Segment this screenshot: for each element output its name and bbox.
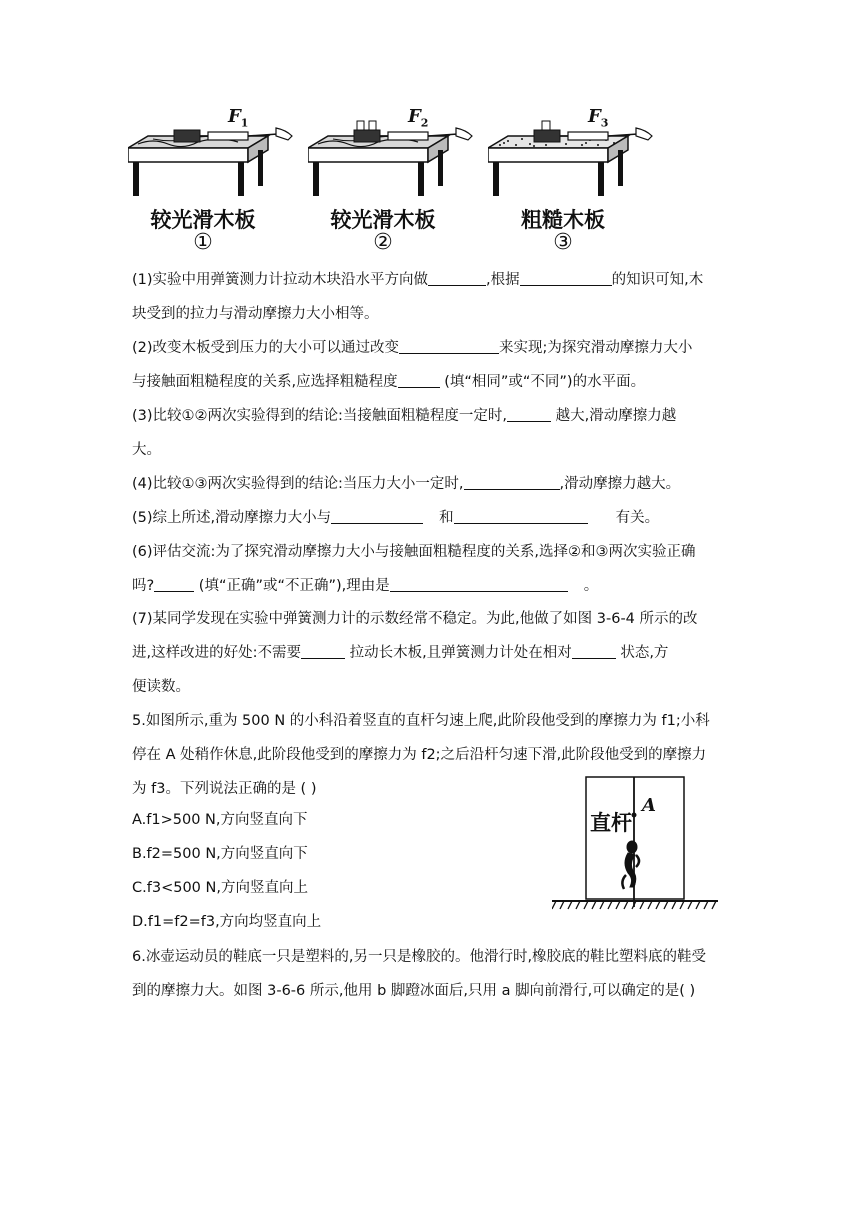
question-6 xyxy=(132,535,732,603)
question-5 xyxy=(132,501,732,535)
question-4 xyxy=(132,467,732,501)
question-4-line-1: (4)比较①③两次实验得到的结论:当压力大小一定时, ,滑动摩擦力越大。 xyxy=(132,467,732,501)
table-rough-board xyxy=(488,108,658,203)
answer-blank[interactable] xyxy=(331,507,423,524)
answer-blank[interactable] xyxy=(399,337,499,354)
question-6-line-1: (6)评估交流:为了探究滑动摩擦力大小与接触面粗糙程度的关系,选择②和③两次实验正确 xyxy=(132,544,696,560)
question-1-line-2: 块受到的拉力与滑动摩擦力大小相等。 xyxy=(132,306,379,322)
force-label-f1: $F_1$ xyxy=(228,106,249,130)
question-7-line-3: 便读数。 xyxy=(132,679,190,695)
question-3-line-1: (3)比较①②两次实验得到的结论:当接触面粗糙程度一定时, 越大,滑动摩擦力越 xyxy=(132,399,732,433)
question-3-line-2: 大。 xyxy=(132,442,161,458)
force-label-f3: $F_3$ xyxy=(588,106,609,130)
answer-blank[interactable] xyxy=(398,371,440,388)
problem-6-line-2: 到的摩擦力大。如图 3-6-6 所示,他用 b 脚蹬冰面后,只用 a 脚向前滑行,可以确定的是( ) xyxy=(132,983,696,999)
option-d[interactable]: D.f1=f2=f3,方向均竖直向上 xyxy=(132,914,322,930)
question-5-line-1: (5)综上所述,滑动摩擦力大小与 和 有关。 xyxy=(132,501,732,535)
option-c[interactable]: C.f3<500 N,方向竖直向上 xyxy=(132,880,308,896)
question-2-line-2: 与接触面粗糙程度的关系,应选择粗糙程度 (填“相同”或“不同”)的水平面。 xyxy=(132,365,732,399)
answer-blank[interactable] xyxy=(428,269,486,286)
question-1 xyxy=(132,263,732,331)
problem-5-line-1: 5.如图所示,重为 500 N 的小科沿着竖直的直杆匀速上爬,此阶段他受到的摩擦力为 f1;小科 xyxy=(132,713,710,729)
question-2 xyxy=(132,331,732,399)
problem-5-line-3: 为 f3。下列说法正确的是 ( ) xyxy=(132,781,317,797)
table-smooth-board-2 xyxy=(308,108,478,203)
answer-blank[interactable] xyxy=(572,642,616,659)
figure-1-number: ① xyxy=(193,230,213,255)
figure-1 xyxy=(128,108,298,258)
answer-blank[interactable] xyxy=(301,642,345,659)
answer-blank[interactable] xyxy=(154,575,194,592)
pole-label: 直杆 xyxy=(590,811,632,835)
question-7-line-2: 进,这样改进的好处:不需要 拉动长木板,且弹簧测力计处在相对 状态,方 xyxy=(132,636,732,670)
point-a-label: A xyxy=(642,795,656,816)
figure-3-caption: 粗糙木板 xyxy=(521,208,605,232)
question-1-line-1: (1)实验中用弹簧测力计拉动木块沿水平方向做 ,根据 的知识可知,木 xyxy=(132,263,732,297)
question-3 xyxy=(132,399,732,467)
experiment-figures xyxy=(128,108,648,258)
option-b[interactable]: B.f2=500 N,方向竖直向下 xyxy=(132,846,308,862)
question-2-line-1: (2)改变木板受到压力的大小可以通过改变 来实现;为探究滑动摩擦力大小 xyxy=(132,331,732,365)
figure-1-caption: 较光滑木板 xyxy=(150,208,256,232)
question-6-line-2: 吗? (填“正确”或“不正确”),理由是 。 xyxy=(132,569,732,603)
answer-blank[interactable] xyxy=(507,405,551,422)
question-7-line-1: (7)某同学发现在实验中弹簧测力计的示数经常不稳定。为此,他做了如图 3-6-4 所示的改 xyxy=(132,611,698,627)
figure-3 xyxy=(488,108,658,258)
option-a[interactable]: A.f1>500 N,方向竖直向下 xyxy=(132,812,308,828)
force-label-f2: $F_2$ xyxy=(408,106,429,130)
answer-blank[interactable] xyxy=(464,473,560,490)
figure-2 xyxy=(308,108,478,258)
answer-blank[interactable] xyxy=(390,575,568,592)
pole-diagram xyxy=(552,775,718,915)
pole-figure xyxy=(552,775,718,915)
figure-2-caption: 较光滑木板 xyxy=(330,208,436,232)
figure-2-number: ② xyxy=(373,230,393,255)
table-smooth-board-1 xyxy=(128,108,298,203)
problem-6-line-1: 6.冰壶运动员的鞋底一只是塑料的,另一只是橡胶的。他滑行时,橡胶底的鞋比塑料底的鞋受 xyxy=(132,949,707,965)
problem-5-line-2: 停在 A 处稍作休息,此阶段他受到的摩擦力为 f2;之后沿杆匀速下滑,此阶段他受到的摩擦力 xyxy=(132,747,707,763)
answer-blank[interactable] xyxy=(520,269,612,286)
problem-6-stem xyxy=(132,940,732,1008)
answer-blank[interactable] xyxy=(454,507,588,524)
question-7 xyxy=(132,602,732,704)
figure-3-number: ③ xyxy=(553,230,573,255)
